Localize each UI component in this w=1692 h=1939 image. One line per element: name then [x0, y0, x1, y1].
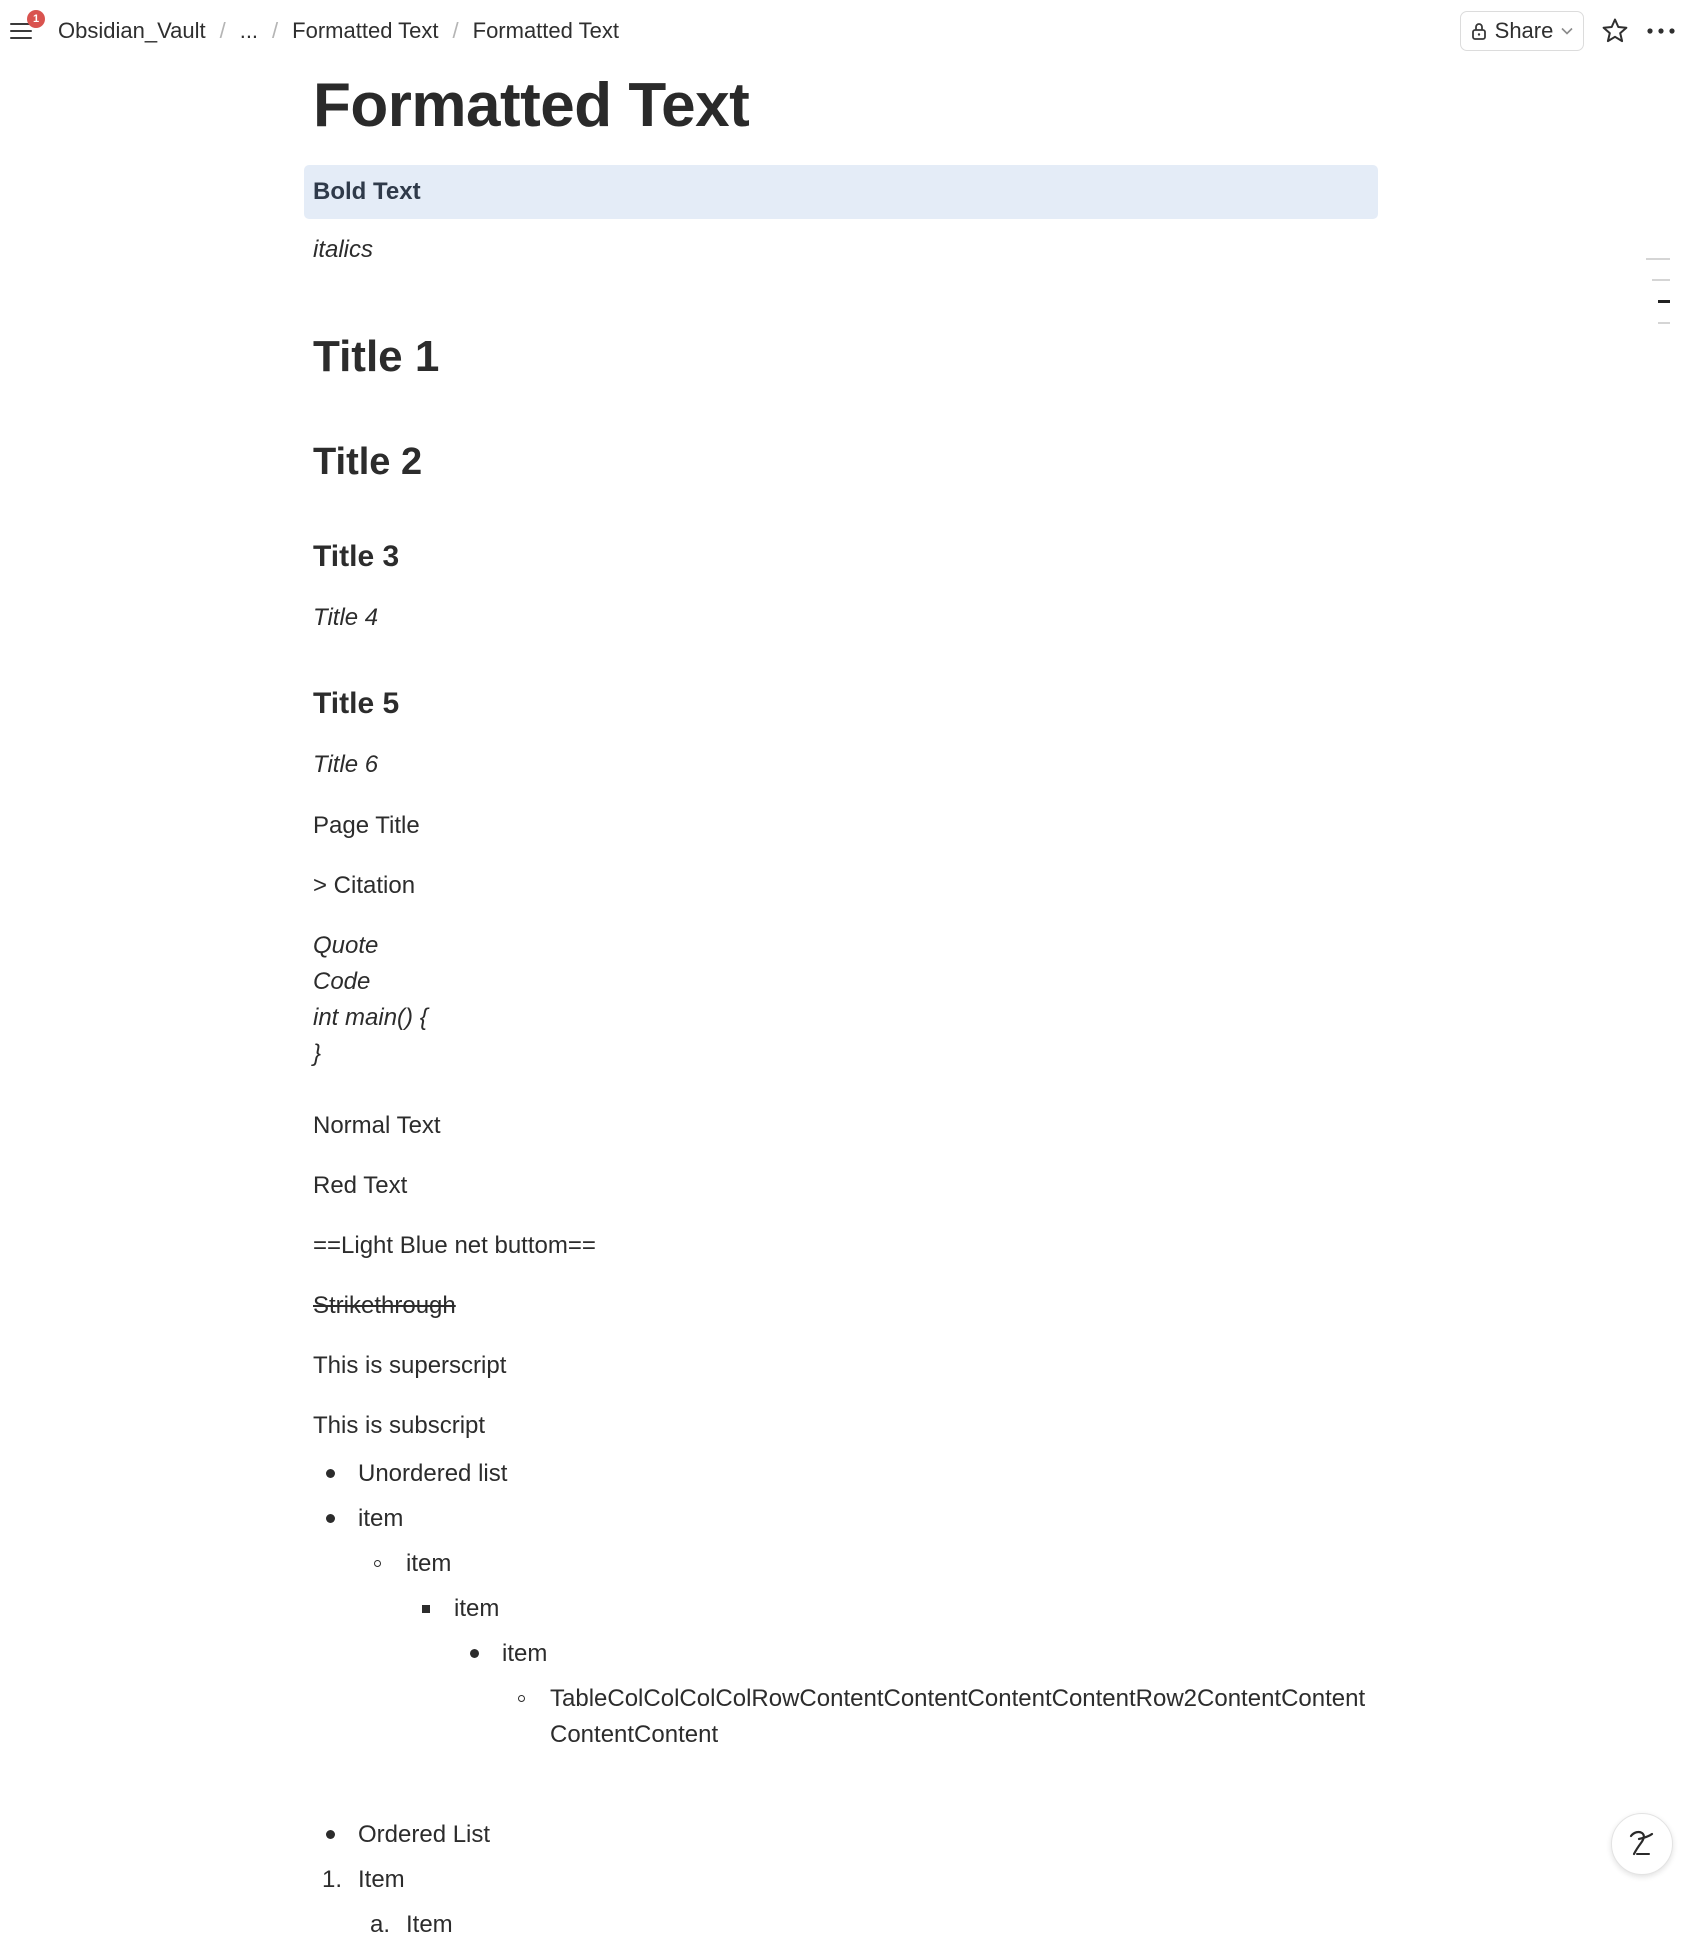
outline-tick[interactable] — [1658, 322, 1670, 324]
heading-1[interactable]: Title 1 — [313, 332, 440, 381]
heading-6[interactable]: Title 6 — [313, 751, 379, 778]
breadcrumb-separator: / — [272, 18, 279, 43]
menu-icon-line — [10, 37, 32, 39]
notification-badge: 1 — [27, 10, 45, 28]
list-item[interactable]: Ordered List — [358, 1821, 491, 1848]
breadcrumb-separator: / — [452, 18, 459, 43]
outline-tick[interactable] — [1646, 258, 1670, 260]
bold-text-block[interactable] — [304, 165, 1378, 219]
heading-2[interactable]: Title 2 — [313, 441, 423, 483]
italic-text[interactable]: italics — [313, 236, 374, 263]
bullet-dot — [470, 1649, 479, 1658]
quote-line[interactable]: int main() { — [313, 1004, 428, 1031]
heading-3[interactable]: Title 3 — [313, 540, 400, 573]
breadcrumb-separator: / — [219, 18, 226, 43]
bullet-dot — [326, 1514, 335, 1523]
normal-text[interactable]: Normal Text — [313, 1112, 441, 1139]
list-item[interactable]: item — [406, 1550, 452, 1577]
heading-5[interactable]: Title 5 — [313, 687, 400, 720]
top-bar — [0, 0, 1692, 60]
page-title[interactable]: Formatted Text — [313, 71, 750, 140]
handwriting-button[interactable] — [1611, 1813, 1673, 1875]
heading-4[interactable]: Title 4 — [313, 604, 379, 631]
lock-icon — [1471, 21, 1487, 41]
ordered-marker: a. — [370, 1911, 391, 1938]
highlight-text[interactable]: ==Light Blue net buttom== — [313, 1232, 596, 1259]
outline-tick[interactable] — [1652, 279, 1670, 281]
breadcrumb-ellipsis[interactable]: ... — [239, 18, 259, 43]
list-item[interactable]: item — [358, 1505, 404, 1532]
share-label: Share — [1494, 18, 1554, 43]
outline-tick-active[interactable] — [1658, 300, 1670, 303]
page-title-text[interactable]: Page Title — [313, 812, 420, 839]
menu-icon-line — [10, 30, 32, 32]
list-item[interactable]: item — [502, 1640, 548, 1667]
bullet-square — [422, 1605, 430, 1613]
bullet-dot — [326, 1830, 335, 1839]
breadcrumb-folder[interactable]: Formatted Text — [292, 18, 439, 43]
bullet-circle — [518, 1695, 525, 1702]
ordered-item[interactable]: Item — [406, 1911, 453, 1938]
ordered-item[interactable]: Item — [358, 1866, 405, 1893]
quote-line[interactable]: Quote — [313, 932, 379, 959]
more-horizontal-icon[interactable] — [1644, 16, 1678, 46]
breadcrumb — [58, 17, 619, 45]
outline-minimap[interactable] — [1640, 258, 1670, 328]
list-item-long[interactable]: TableColColColColRowContentContentContentContentRow2ContentContentContentContent — [550, 1685, 1366, 1748]
list-item[interactable]: Unordered list — [358, 1460, 508, 1487]
breadcrumb-page[interactable]: Formatted Text — [472, 18, 619, 43]
red-text[interactable]: Red Text — [313, 1172, 408, 1199]
star-icon[interactable] — [1600, 16, 1630, 46]
ordered-marker: 1. — [322, 1866, 343, 1893]
citation-text[interactable]: > Citation — [313, 872, 416, 899]
share-button[interactable] — [1460, 11, 1584, 51]
bullet-dot — [326, 1469, 335, 1478]
superscript-text[interactable]: This is superscript — [313, 1352, 507, 1379]
quote-line[interactable]: Code — [313, 968, 371, 995]
bold-text: Bold Text — [313, 178, 421, 205]
list-item[interactable]: item — [454, 1595, 500, 1622]
bullet-circle — [374, 1560, 381, 1567]
subscript-text[interactable]: This is subscript — [313, 1412, 486, 1439]
handwriting-icon — [1625, 1825, 1659, 1864]
breadcrumb-vault[interactable]: Obsidian_Vault — [58, 18, 206, 43]
strikethrough-text[interactable]: Strikethrough — [313, 1292, 456, 1319]
quote-line[interactable]: } — [313, 1040, 322, 1067]
chevron-down-icon — [1561, 27, 1573, 35]
